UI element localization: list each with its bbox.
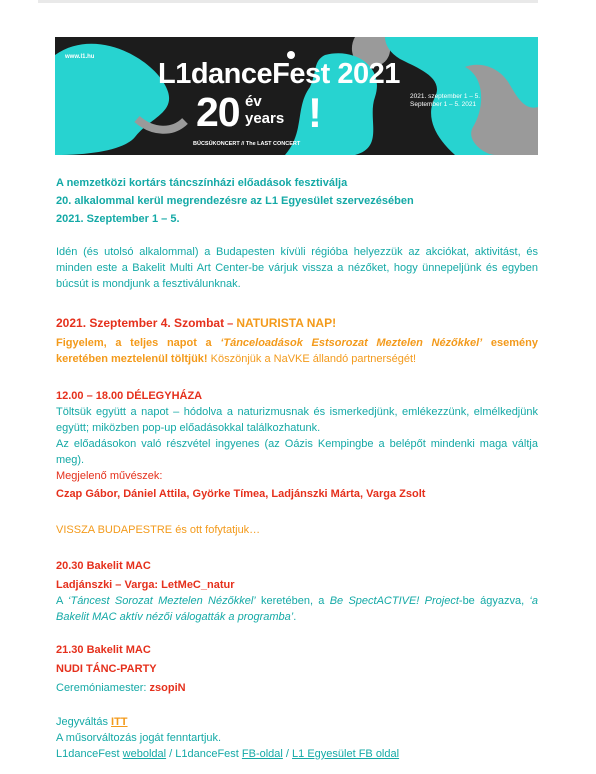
links-line (56, 746, 538, 762)
event-2 (56, 558, 538, 625)
event-3-host-label: Ceremóniamester: (56, 682, 150, 694)
event-2-description (56, 593, 538, 625)
event-2-t1: A (56, 595, 69, 607)
links-sep-2: / (282, 748, 293, 760)
page-top-edge (38, 0, 538, 3)
event-1-heading: 12.00 – 18.00 DÉLEGYHÁZA (56, 390, 203, 402)
event-1-artists-label: Megjelenő művészek: (56, 470, 163, 482)
event-1-text-2: Az előadásokon való részvétel ingyenes (az Oázis Kempingbe a belépőt mindenki maga váltja meg). (56, 438, 538, 466)
grey-dot (520, 144, 530, 154)
ticket-link[interactable]: ITT (111, 716, 128, 728)
description-block (56, 244, 538, 292)
event-3-title: NUDI TÁNC-PARTY (56, 663, 157, 675)
intro-line-2: 20. alkalommal kerül megrendezésre az L1 Egyesület szervezésében (56, 195, 414, 207)
banner-url: www.l1.hu (65, 54, 95, 60)
l1-association-fb-link[interactable]: L1 Egyesület FB oldal (292, 748, 400, 760)
banner-title: L1danceFest 2021 (158, 58, 400, 90)
event-3-host-line (56, 680, 538, 696)
description-text: Idén (és utolsó alkalommal) a Budapesten kívüli régióba helyezzük az akciókat, aktivitást, és minden este a Bakelit Multi Art Center-be várjuk vissza a nézőket, hogy ünnepeljünk és egyben búcsút is mondjunk a fesztiválunknak. (56, 246, 538, 290)
teal-blob-left (55, 44, 169, 155)
event-1 (56, 388, 538, 502)
day-notice (56, 335, 538, 367)
links-l1-label: L1danceFest (56, 748, 123, 760)
event-2-title: Ladjánszki – Varga: LetMeC_natur (56, 579, 235, 591)
event-3 (56, 642, 538, 696)
intro-line-1: A nemzetközi kortárs táncszínházi előadások fesztiválja (56, 177, 348, 189)
notice-part-b: ‘Tánceloadások Estsorozat Meztelen Nézőkkel’ (220, 337, 483, 349)
grey-ring-left (137, 119, 185, 130)
banner-date-en: September 1 – 5. 2021 (410, 101, 477, 108)
day-heading (56, 316, 538, 332)
banner-date-hu: 2021. szeptember 1 – 5. (410, 93, 481, 100)
banner-exclamation: ! (308, 89, 322, 136)
event-2-t4: Be SpectACTIVE! Project (329, 595, 459, 607)
intro-block (56, 176, 538, 227)
event-2-t3: keretében, a (255, 595, 330, 607)
return-text: VISSZA BUDAPESTRE és ott fofytatjuk… (56, 524, 261, 536)
banner-anniversary-number: 20 (196, 89, 240, 135)
rights-text: A műsorváltozás jogát fenntartjuk. (56, 732, 222, 744)
event-3-host: zsopiN (149, 682, 186, 694)
event-2-t6: ‘a Bakelit MAC aktív nézői válogatták a programba’ (56, 595, 538, 623)
event-2-heading: 20.30 Bakelit MAC (56, 560, 151, 572)
website-link[interactable]: weboldal (122, 748, 167, 760)
intro-line-3: 2021. Szeptember 1 – 5. (56, 213, 180, 225)
ticket-line (56, 714, 538, 730)
ticket-label: Jegyváltás (56, 716, 112, 728)
festival-banner (55, 37, 538, 155)
notice-part-c: esemény keretében meztelenül töltjük! (56, 337, 538, 365)
footer-block (56, 714, 538, 762)
return-note (56, 523, 538, 538)
day-dash: – (224, 318, 237, 330)
event-2-t2: ‘Táncest Sorozat Meztelen Nézőkkel’ (68, 595, 256, 607)
day-date: 2021. Szeptember 4. Szombat (56, 316, 225, 330)
event-1-text-1: Töltsük együtt a napot – hódolva a naturizmusnak és ismerkedjünk, emlékezzünk, elmélkedjünk együtt; miközben pop-up előadásokkal találkozhatunk. (56, 406, 538, 434)
notice-part-a: Figyelem, a teljes napot a (56, 337, 221, 349)
banner-ev: év (245, 93, 262, 110)
fb-page-link[interactable]: FB-oldal (241, 748, 283, 760)
banner-years: years (245, 110, 285, 127)
event-2-t7: . (293, 611, 297, 623)
banner-concert-label: BÚCSÚKONCERT // The LAST CONCERT (193, 141, 301, 147)
event-1-artists: Czap Gábor, Dániel Attila, Györke Tímea, Ladjánszki Márta, Varga Zsolt (56, 488, 426, 500)
event-2-t5: -be ágyazva, (458, 595, 530, 607)
notice-thanks: Köszönjük a NaVKE állandó partnerségét! (207, 353, 417, 365)
event-3-heading: 21.30 Bakelit MAC (56, 644, 151, 656)
links-sep-1: / L1danceFest (166, 748, 242, 760)
day-title: NATURISTA NAP! (236, 316, 337, 330)
